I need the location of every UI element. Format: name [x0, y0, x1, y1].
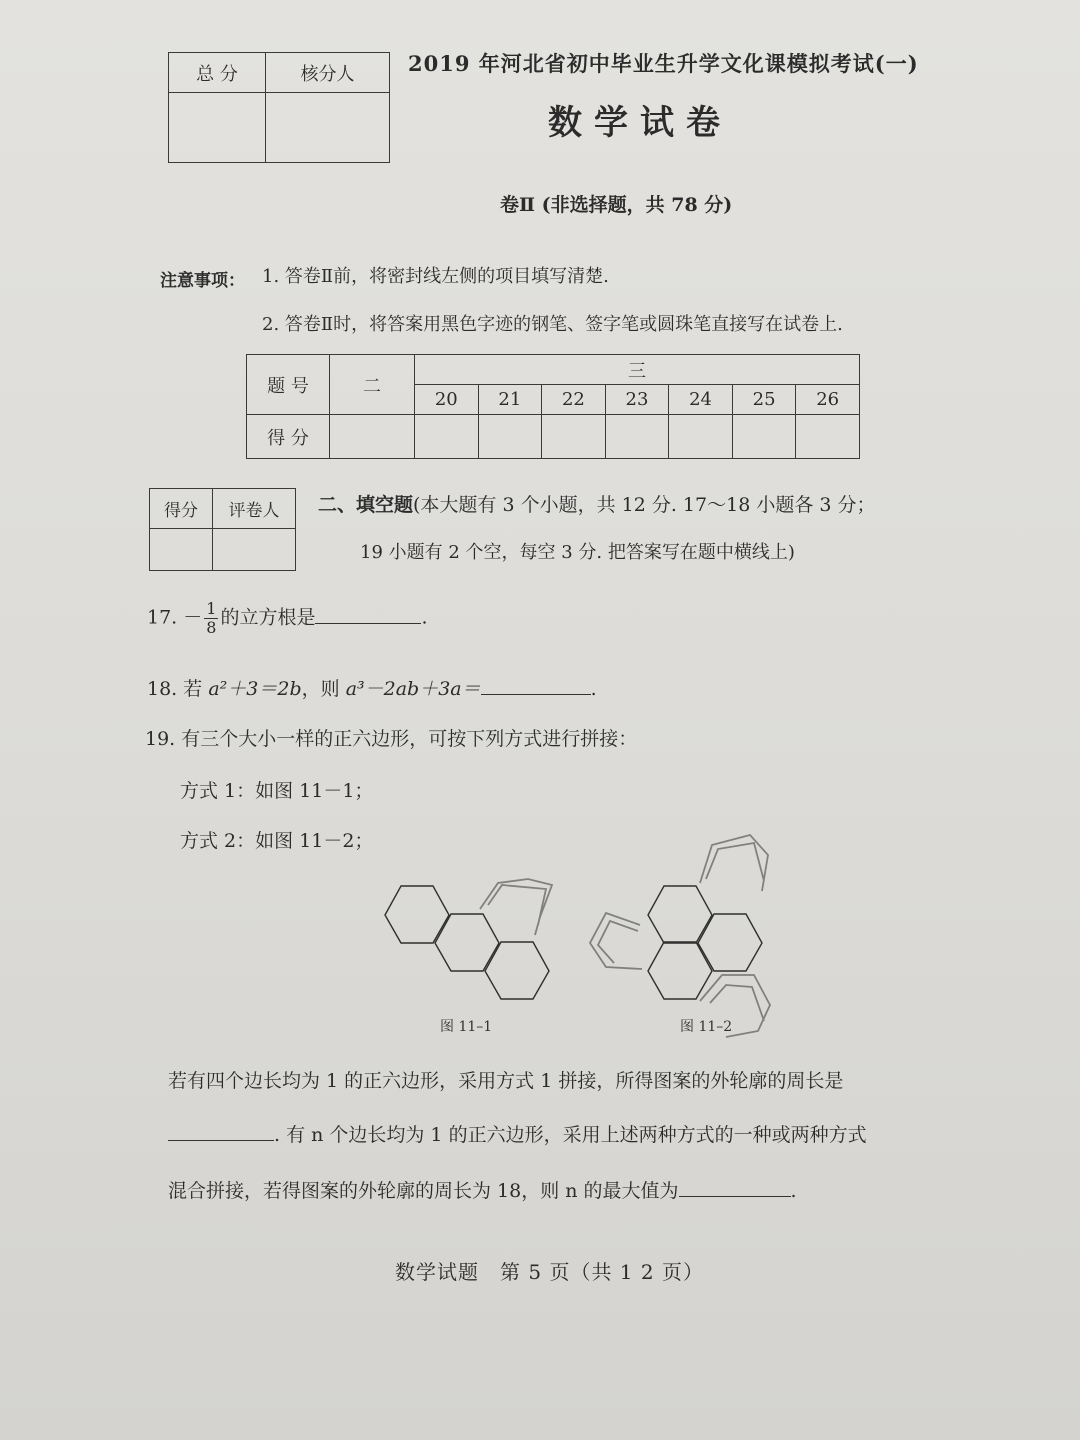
figure-label-2: 图 11–2	[680, 1019, 733, 1035]
question-number: 17.	[147, 606, 178, 629]
section-two-header: 二	[330, 355, 415, 415]
question-number-cell: 20	[415, 385, 479, 415]
section-score-label: 得分	[150, 489, 213, 529]
section-heading	[318, 490, 876, 517]
question-row-label: 题 号	[247, 355, 330, 415]
question-text-if: 若	[183, 678, 203, 700]
fraction-numerator: 1	[206, 599, 217, 618]
total-score-label: 总 分	[169, 53, 266, 93]
question-19-line-2	[168, 1120, 867, 1147]
method-2: 方式 2：如图 11－2；	[180, 830, 374, 852]
section-title: 二、填空题	[318, 494, 414, 516]
question-number: 19.	[145, 728, 176, 750]
answer-blank-18[interactable]	[481, 674, 591, 695]
checker-cell	[266, 93, 390, 163]
score-cell	[605, 415, 669, 459]
section-desc-2: 19 小题有 2 个空，每空 3 分. 把答案写在题中横线上)	[360, 542, 795, 563]
exam-title: 2019 年河北省初中毕业生升学文化课模拟考试(一)	[408, 51, 919, 76]
total-score-box	[168, 52, 390, 163]
notice-label: 注意事项：	[160, 271, 245, 291]
question-text: 的立方根是	[220, 606, 316, 629]
question-number-cell: 24	[669, 385, 733, 415]
question-end: .	[790, 1180, 797, 1202]
pencil-mark	[480, 879, 552, 935]
question-score-table	[246, 354, 860, 459]
answer-blank-19b[interactable]	[679, 1176, 791, 1197]
question-end: .	[590, 678, 597, 700]
question-17	[147, 600, 428, 637]
page-footer: 数学试题 第 5 页（共 1 2 页）	[395, 1260, 704, 1284]
section-score-cell	[150, 529, 213, 571]
score-row-label: 得 分	[247, 415, 330, 459]
paper-title: 数学试卷	[548, 103, 732, 143]
section-score-box	[149, 488, 296, 571]
score-cell	[796, 415, 860, 459]
fraction	[204, 600, 218, 637]
minus-sign: －	[183, 606, 203, 629]
question-19-intro	[145, 724, 637, 751]
equation-1: a²＋3＝2b	[208, 678, 302, 700]
question-18	[147, 674, 597, 701]
method-1: 方式 1：如图 11－1；	[180, 780, 374, 802]
hexagon-figures	[370, 825, 790, 1050]
score-cell	[415, 415, 479, 459]
score-cell	[542, 415, 606, 459]
question-19-line-3	[168, 1176, 797, 1203]
equation-2: a³－2ab＋3a＝	[345, 678, 481, 700]
question-number-cell: 21	[478, 385, 542, 415]
question-19-line-3-text: 混合拼接，若得图案的外轮廓的周长为 18，则 n 的最大值为	[168, 1180, 679, 1202]
fraction-denominator: 8	[206, 618, 217, 637]
checker-label: 核分人	[266, 53, 390, 93]
question-end: .	[421, 606, 428, 629]
section-three-header: 三	[415, 355, 860, 385]
score-cell	[330, 415, 415, 459]
part-title: 卷Ⅱ (非选择题，共 78 分)	[500, 194, 733, 216]
question-text: 有三个大小一样的正六边形，可按下列方式进行拼接：	[181, 728, 638, 750]
notice-item-2: 2. 答卷Ⅱ时，将答案用黑色字迹的钢笔、签字笔或圆珠笔直接写在试卷上.	[262, 314, 843, 335]
question-number: 18.	[147, 678, 178, 700]
pencil-mark	[700, 835, 768, 891]
question-number-cell: 23	[605, 385, 669, 415]
answer-blank-17[interactable]	[315, 603, 421, 624]
question-text-then: ，则	[301, 678, 340, 700]
score-cell	[732, 415, 796, 459]
grader-label: 评卷人	[213, 489, 296, 529]
question-number-cell: 22	[542, 385, 606, 415]
question-number-cell: 26	[796, 385, 860, 415]
total-score-cell	[169, 93, 266, 163]
score-cell	[478, 415, 542, 459]
question-number-cell: 25	[732, 385, 796, 415]
answer-blank-19a[interactable]	[168, 1120, 274, 1141]
pencil-mark	[590, 913, 642, 969]
notice-item-1: 1. 答卷Ⅱ前，将密封线左侧的项目填写清楚.	[262, 266, 609, 287]
figure-label-1: 图 11–1	[440, 1019, 493, 1035]
grader-cell	[213, 529, 296, 571]
score-cell	[669, 415, 733, 459]
question-19-line-1: 若有四个边长均为 1 的正六边形，采用方式 1 拼接，所得图案的外轮廓的周长是	[168, 1070, 844, 1092]
question-19-line-2-text: . 有 n 个边长均为 1 的正六边形，采用上述两种方式的一种或两种方式	[274, 1124, 867, 1146]
section-desc-1: (本大题有 3 个小题，共 12 分. 17～18 小题各 3 分；	[413, 494, 876, 516]
